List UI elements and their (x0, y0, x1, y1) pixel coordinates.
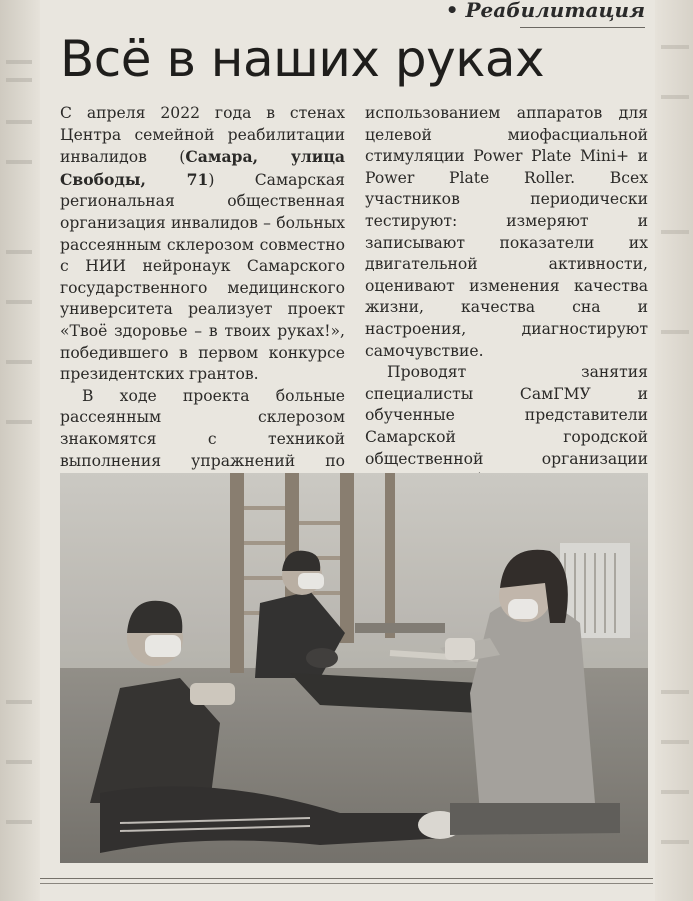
address: Самара, улица Свободы, 71 (60, 147, 345, 189)
adjacent-page-left-edge (0, 0, 40, 901)
adjacent-page-right-edge (655, 0, 693, 901)
exercise-class-photo (60, 473, 648, 863)
paragraph-specialists: Проводят занятия специалисты СамГМУ и обученные представители Самарской городской общественной организации (365, 363, 648, 468)
paragraph-equipment: использованием аппаратов для целевой миофасциальной стимуляции Power Plate Mini+ и Power Plate Roller. Всех участников периодически тестируют: измеряют и записывают показатели их двигательной активности, оценивают изменения качества жизни, качества сна и настроения, диагностируют самочувствие. (365, 104, 648, 360)
bottom-rule (40, 878, 653, 879)
article-headline: Всё в наших руках (60, 30, 545, 88)
article-column-left (60, 103, 345, 494)
section-rubric: • Реабилитация (445, 0, 645, 22)
article-photo (60, 473, 648, 863)
paragraph-intro: С апреля 2022 года в стенах Центра семейной реабилитации инвалидов (Самара, улица Свободы, 71) Самарская региональная общественная организация инвалидов – больных рассеянным склерозом совместно с НИИ нейронаук Самарского государственного медицинского университета реализует проект «Твоё здоровье – в твоих руках!», победившего в первом конкурсе президентских грантов. (60, 104, 345, 384)
rubric-underline (520, 27, 645, 28)
paragraph-training: В ходе проекта больные рассеянным склерозом знакомятся с техникой выполнения упражнений по (60, 386, 345, 470)
bottom-rule-secondary (40, 883, 653, 884)
article-column-right (365, 103, 648, 513)
